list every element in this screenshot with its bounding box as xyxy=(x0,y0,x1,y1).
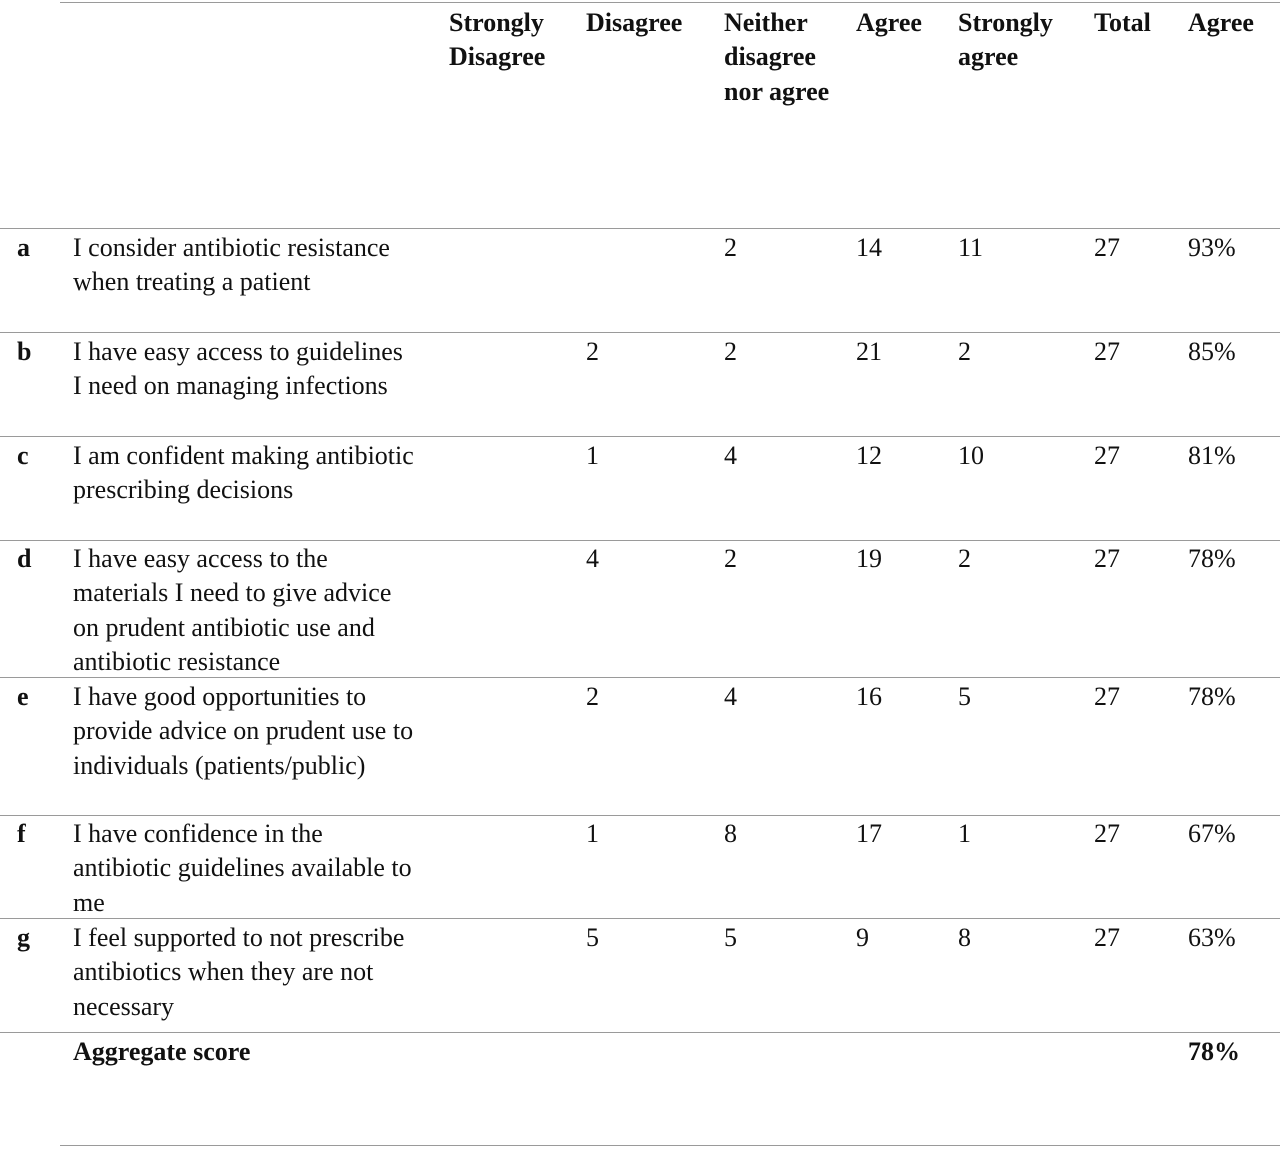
cell-strongly-agree: 8 xyxy=(958,923,971,952)
header-agree: Agree xyxy=(856,8,922,37)
cell-strongly-agree: 5 xyxy=(958,682,971,711)
cell-disagree: 4 xyxy=(586,544,599,573)
cell-strongly-agree: 11 xyxy=(958,233,984,262)
row-b-bottom-rule xyxy=(0,436,1280,437)
cell-strongly-agree: 2 xyxy=(958,544,971,573)
cell-strongly-agree: 1 xyxy=(958,819,971,848)
aggregate-score-value: 78% xyxy=(1188,1037,1240,1066)
cell-disagree: 5 xyxy=(586,923,599,952)
cell-neither: 8 xyxy=(724,819,737,848)
row-id: d xyxy=(17,544,32,573)
cell-neither: 4 xyxy=(724,682,737,711)
table-top-rule xyxy=(60,2,1280,3)
cell-total: 27 xyxy=(1094,544,1120,573)
cell-agree: 19 xyxy=(856,544,882,573)
row-statement: I have confidence in the antibiotic guidelines available to me xyxy=(73,819,412,917)
row-id: b xyxy=(17,337,32,366)
aggregate-score-label: Aggregate score xyxy=(73,1037,251,1066)
row-g-bottom-rule xyxy=(0,1032,1280,1033)
cell-agree: 17 xyxy=(856,819,882,848)
row-statement: I have good opportunities to provide advice on prudent use to individuals (patients/public) xyxy=(73,682,414,780)
cell-agree: 9 xyxy=(856,923,869,952)
row-id: a xyxy=(17,233,30,262)
row-c-bottom-rule xyxy=(0,540,1280,541)
cell-neither: 2 xyxy=(724,233,737,262)
cell-disagree: 1 xyxy=(586,441,599,470)
header-agree-percent: Agree xyxy=(1188,8,1254,37)
cell-agree-percent: 63% xyxy=(1188,923,1236,952)
cell-neither: 2 xyxy=(724,544,737,573)
cell-strongly-agree: 10 xyxy=(958,441,984,470)
cell-agree-percent: 67% xyxy=(1188,819,1236,848)
row-a-bottom-rule xyxy=(0,332,1280,333)
row-statement: I have easy access to guidelines I need on managing infections xyxy=(73,337,403,401)
row-statement: I feel supported to not prescribe antibiotics when they are not necessary xyxy=(73,923,405,1021)
cell-total: 27 xyxy=(1094,923,1120,952)
header-disagree: Disagree xyxy=(586,8,683,37)
cell-disagree: 2 xyxy=(586,337,599,366)
cell-agree-percent: 78% xyxy=(1188,682,1236,711)
header-strongly-agree: Strongly agree xyxy=(958,8,1053,72)
row-id: f xyxy=(17,819,26,848)
row-statement: I have easy access to the materials I need to give advice on prudent antibiotic use and antibiotic resistance xyxy=(73,544,392,676)
cell-strongly-agree: 2 xyxy=(958,337,971,366)
row-id: g xyxy=(17,923,30,952)
row-id: c xyxy=(17,441,29,470)
cell-disagree: 1 xyxy=(586,819,599,848)
cell-neither: 5 xyxy=(724,923,737,952)
cell-total: 27 xyxy=(1094,819,1120,848)
cell-agree: 12 xyxy=(856,441,882,470)
cell-total: 27 xyxy=(1094,337,1120,366)
cell-neither: 2 xyxy=(724,337,737,366)
cell-total: 27 xyxy=(1094,682,1120,711)
cell-agree: 16 xyxy=(856,682,882,711)
cell-total: 27 xyxy=(1094,441,1120,470)
header-total: Total xyxy=(1094,8,1151,37)
cell-neither: 4 xyxy=(724,441,737,470)
header-bottom-rule xyxy=(0,228,1280,229)
cell-agree: 21 xyxy=(856,337,882,366)
row-statement: I am confident making antibiotic prescribing decisions xyxy=(73,441,414,505)
cell-disagree: 2 xyxy=(586,682,599,711)
cell-agree-percent: 81% xyxy=(1188,441,1236,470)
cell-agree-percent: 85% xyxy=(1188,337,1236,366)
row-id: e xyxy=(17,682,29,711)
row-statement: I consider antibiotic resistance when treating a patient xyxy=(73,233,390,297)
header-neither: Neither disagree nor agree xyxy=(724,8,830,106)
table-bottom-rule xyxy=(60,1145,1280,1146)
row-e-bottom-rule xyxy=(0,815,1280,816)
cell-agree: 14 xyxy=(856,233,882,262)
cell-agree-percent: 93% xyxy=(1188,233,1236,262)
header-strongly-disagree: Strongly Disagree xyxy=(449,8,546,72)
cell-total: 27 xyxy=(1094,233,1120,262)
cell-agree-percent: 78% xyxy=(1188,544,1236,573)
